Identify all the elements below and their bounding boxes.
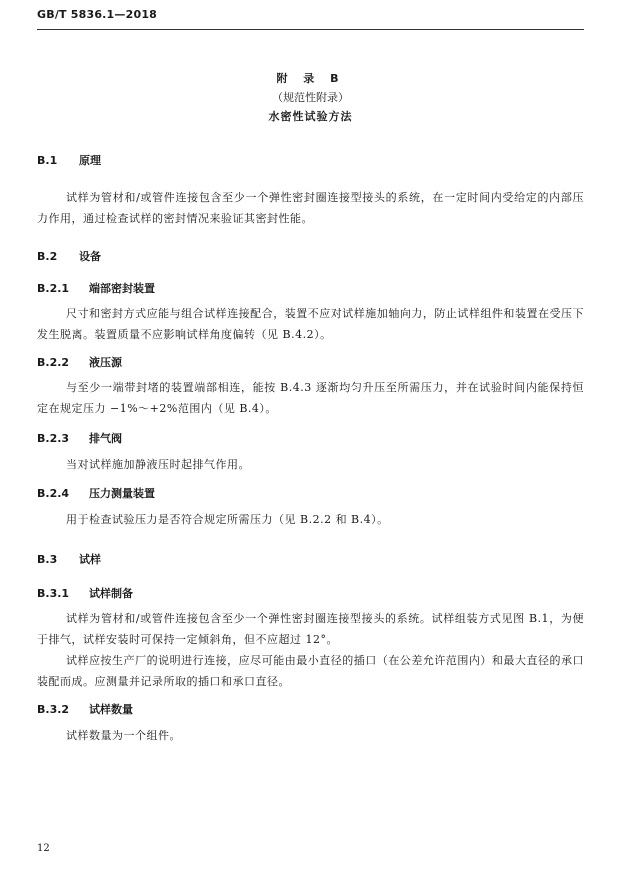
section-heading-b2: [37, 248, 101, 264]
section-title: 原理: [79, 154, 101, 167]
section-title: 端部密封装置: [89, 282, 155, 295]
paragraph-b21: 尺寸和密封方式应能与组合试样连接配合，装置不应对试样施加轴向力，防止试样组件和装置在受压下发生脱离。装置质量不应影响试样角度偏转（见 B.4.2）。: [37, 307, 584, 341]
annex-title: 附 录 B: [276, 72, 345, 85]
section-title: 试样制备: [89, 587, 133, 600]
section-number: B.2.2: [37, 356, 70, 369]
section-title: 排气阀: [89, 432, 122, 445]
section-heading-b23: [37, 430, 122, 446]
standard-number: GB/T 5836.1—2018: [37, 8, 158, 21]
section-number: B.2.3: [37, 432, 70, 445]
paragraph-b23: 当对试样施加静液压时起排气作用。: [66, 458, 250, 471]
section-number: B.2.1: [37, 282, 70, 295]
paragraph-b22: 与至少一端带封堵的装置端部相连，能按 B.4.3 逐渐均匀升压至所需压力，并在试验时间内能保持恒定在规定压力 −1%～+2%范围内（见 B.4）。: [37, 381, 584, 415]
section-number: B.2.4: [37, 487, 70, 500]
paragraph-b32: 试样数量为一个组件。: [66, 729, 181, 742]
section-heading-b1: [37, 152, 101, 168]
section-title: 试样数量: [89, 703, 133, 716]
annex-name: 水密性试验方法: [268, 110, 353, 123]
section-title: 设备: [79, 250, 101, 263]
section-heading-b32: [37, 701, 133, 717]
section-number: B.3: [37, 553, 58, 566]
section-heading-b3: [37, 551, 101, 567]
page-number: 12: [37, 843, 50, 854]
section-heading-b21: [37, 280, 155, 296]
paragraph-b31-1: 试样为管材和/或管件连接包含至少一个弹性密封圈连接型接头的系统。试样组装方式见图 B.1，为便于排气，试样安装时可保持一定倾斜角，但不应超过 12°。: [37, 612, 584, 646]
paragraph-b1: 试样为管材和/或管件连接包含至少一个弹性密封圈连接型接头的系统，在一定时间内受给定的内部压力作用，通过检查试样的密封情况来验证其密封性能。: [37, 191, 584, 225]
section-heading-b22: [37, 354, 122, 370]
header-divider: [37, 29, 584, 30]
section-number: B.3.2: [37, 703, 70, 716]
section-heading-b31: [37, 585, 133, 601]
paragraph-b24: 用于检查试验压力是否符合规定所需压力（见 B.2.2 和 B.4）。: [66, 513, 389, 526]
annex-type: （规范性附录）: [272, 91, 349, 104]
section-number: B.3.1: [37, 587, 70, 600]
section-heading-b24: [37, 485, 155, 501]
paragraph-b31-2: 试样应按生产厂的说明进行连接，应尽可能由最小直径的插口（在公差允许范围内）和最大直径的承口装配而成。应测量并记录所取的插口和承口直径。: [37, 654, 584, 688]
section-number: B.2: [37, 250, 58, 263]
section-title: 试样: [79, 553, 101, 566]
section-title: 液压源: [89, 356, 122, 369]
section-title: 压力测量装置: [89, 487, 155, 500]
section-number: B.1: [37, 154, 58, 167]
